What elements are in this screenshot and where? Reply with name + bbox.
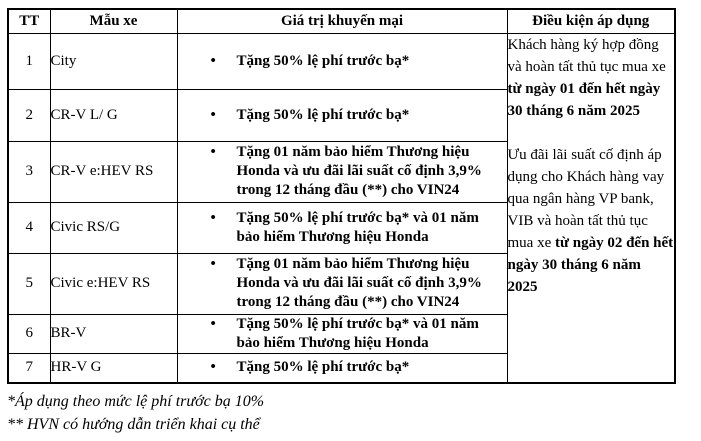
promo-cell [177,353,507,383]
promo-cell [177,314,507,353]
row-index: 3 [8,141,50,202]
model-name: CR-V e:HEV RS [50,141,177,202]
model-name: Civic RS/G [50,202,177,253]
promo-text: Tặng 50% lệ phí trước bạ* và 01 năm bảo hiểm Thương hiệu Honda [236,315,479,351]
promo-bullet-item [178,358,507,377]
model-name: CR-V L/ G [50,89,177,141]
bullet-icon: • [210,144,216,160]
promo-cell [177,141,507,202]
promo-text: Tặng 01 năm bảo hiểm Thương hiệu Honda và ưu đãi lãi suất cố định 3,9% trong 12 tháng đầu (**) cho VIN24 [236,256,482,310]
promo-text: Tặng 50% lệ phí trước bạ* và 01 năm bảo hiểm Thương hiệu Honda [236,209,479,245]
condition-paragraph-2 [508,144,675,298]
promo-bullet-item [178,52,507,71]
promotion-table [7,8,676,384]
row-index: 2 [8,89,50,141]
row-index: 6 [8,314,50,353]
row-index: 5 [8,253,50,314]
condition-2-text: Ưu đãi lãi suất cố định áp dụng cho Khách hàng vay qua ngân hàng VP bank, VIB và hoàn tất thủ tục mua xe [507,146,665,251]
footnote-registration-fee: *Áp dụng theo mức lệ phí trước bạ 10% [7,393,265,410]
promo-cell [177,33,507,89]
promo-text: Tặng 50% lệ phí trước bạ* [236,106,410,123]
bullet-icon: • [210,209,216,226]
bullet-icon: • [210,52,216,69]
promo-cell [177,253,507,314]
condition-1-date-range: từ ngày 01 đến hết ngày 30 tháng 6 năm 2025 [507,80,661,119]
condition-2-date-range: từ ngày 02 đến hết ngày 30 tháng 6 năm 2025 [507,234,674,295]
promo-text: Tặng 50% lệ phí trước bạ* [236,52,410,69]
model-name: HR-V G [50,353,177,383]
row-index: 1 [8,33,50,89]
conditions-cell [507,33,675,383]
table-header-row [8,9,675,33]
promo-text: Tặng 01 năm bảo hiểm Thương hiệu Honda và ưu đãi lãi suất cố định 3,9% trong 12 tháng đầu (**) cho VIN24 [236,144,482,198]
promo-bullet-item [178,209,507,247]
bullet-icon: • [210,106,216,123]
row-index: 4 [8,202,50,253]
table-row [8,33,675,89]
bullet-icon: • [210,359,216,376]
row-index: 7 [8,353,50,383]
promo-text: Tặng 50% lệ phí trước bạ* [236,359,410,376]
header-conditions: Điều kiện áp dụng [507,9,675,33]
model-name: City [50,33,177,89]
header-model: Mẫu xe [50,9,177,33]
condition-paragraph-1 [508,34,675,122]
bullet-icon: • [210,256,216,272]
footnotes [7,390,264,436]
bullet-icon: • [210,315,216,332]
promo-bullet-item [178,255,507,312]
promo-bullet-item [178,106,507,125]
model-name: BR-V [50,314,177,353]
promo-bullet-item [178,143,507,200]
condition-1-text: Khách hàng ký hợp đồng và hoàn tất thủ tục mua xe [507,36,666,75]
promo-cell [177,202,507,253]
model-name: Civic e:HEV RS [50,253,177,314]
footnote-hvn-guidance: ** HVN có hướng dẫn triển khai cụ thể [7,416,260,433]
header-tt: TT [8,9,50,33]
promo-bullet-item [178,315,507,353]
header-promo-value: Giá trị khuyến mại [177,9,507,33]
promo-cell [177,89,507,141]
